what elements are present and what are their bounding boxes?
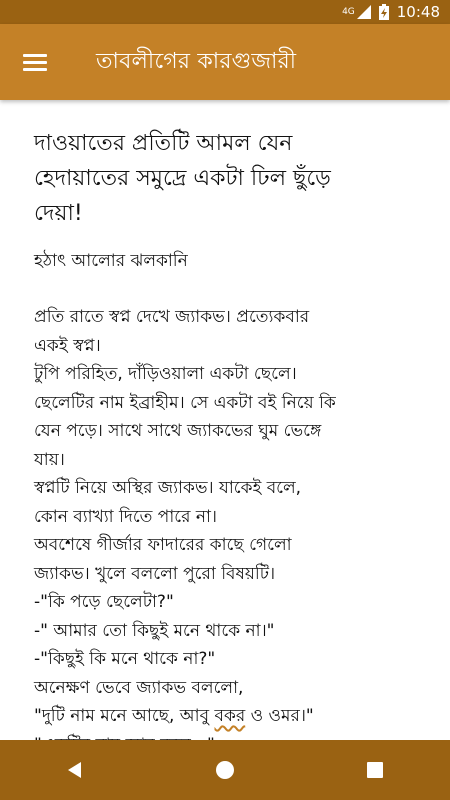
article-content[interactable] bbox=[0, 100, 450, 740]
recents-square-icon[interactable] bbox=[345, 740, 405, 800]
body-line: যায়। bbox=[34, 449, 65, 470]
navigation-bar bbox=[0, 740, 450, 800]
back-triangle-icon[interactable] bbox=[45, 740, 105, 800]
home-circle-icon[interactable] bbox=[195, 740, 255, 800]
article-title-line: দাওয়াতের প্রতিটি আমল যেন bbox=[34, 131, 293, 156]
body-line: ছেলেটির নাম ইব্রাহীম। সে একটা বই নিয়ে কি bbox=[34, 392, 336, 413]
body-line: অবশেষে গীর্জার ফাদারের কাছে গেলো bbox=[34, 535, 292, 555]
body-line: স্বপ্নটি নিয়ে অস্থির জ্যাকভ। যাকেই বলে, bbox=[34, 478, 302, 498]
body-line: একই স্বপ্ন। bbox=[34, 335, 101, 356]
article-title bbox=[34, 126, 420, 231]
status-bar bbox=[0, 0, 450, 24]
status-time: 10:48 bbox=[396, 3, 440, 21]
app-title: তাবলীগের কারগুজারী bbox=[96, 48, 297, 74]
body-line: জ্যাকভ। খুলে বললো পুরো বিষয়টি। bbox=[34, 563, 276, 584]
body-line: যেন পড়ে। সাথে সাথে জ্যাকভের ঘুম ভেঙ্গে bbox=[34, 421, 322, 441]
article-title-line: হেদায়াতের সমুদ্রে একটা ঢিল ছুঁড়ে bbox=[34, 166, 331, 191]
article-subheading: হঠাৎ আলোর ঝলকানি bbox=[34, 251, 188, 271]
body-line: -"কিছুই কি মনে থাকে না?" bbox=[34, 649, 216, 669]
body-line: টুপি পরিহিত, দাঁড়িওয়ালা একটা ছেলে। bbox=[34, 364, 297, 384]
battery-icon bbox=[379, 4, 389, 20]
spellcheck-marked-word[interactable]: বকর bbox=[214, 706, 246, 726]
hamburger-menu-icon[interactable] bbox=[0, 24, 70, 100]
body-line-part: "দুটি নাম মনে আছে, আবু bbox=[34, 706, 215, 726]
network-type-label: 4G bbox=[342, 6, 355, 17]
signal-icon bbox=[342, 5, 371, 19]
article-title-line: দেয়া! bbox=[34, 201, 83, 226]
body-line-part: ও ওমর।" bbox=[245, 706, 314, 726]
body-line-last bbox=[34, 702, 420, 731]
body-line: কোন ব্যাখ্যা দিতে পারে না। bbox=[34, 506, 218, 527]
body-line: -"কি পড়ে ছেলেটা?" bbox=[34, 592, 174, 612]
article-body bbox=[34, 303, 420, 759]
app-bar bbox=[0, 24, 450, 100]
body-line: -" আমার তো কিছুই মনে থাকে না।" bbox=[34, 620, 275, 641]
body-line: অনেক্ষণ ভেবে জ্যাকভ বললো, bbox=[34, 677, 244, 698]
body-line: প্রতি রাতে স্বপ্ন দেখে জ্যাকভ। প্রত্যেকবার bbox=[34, 307, 310, 327]
